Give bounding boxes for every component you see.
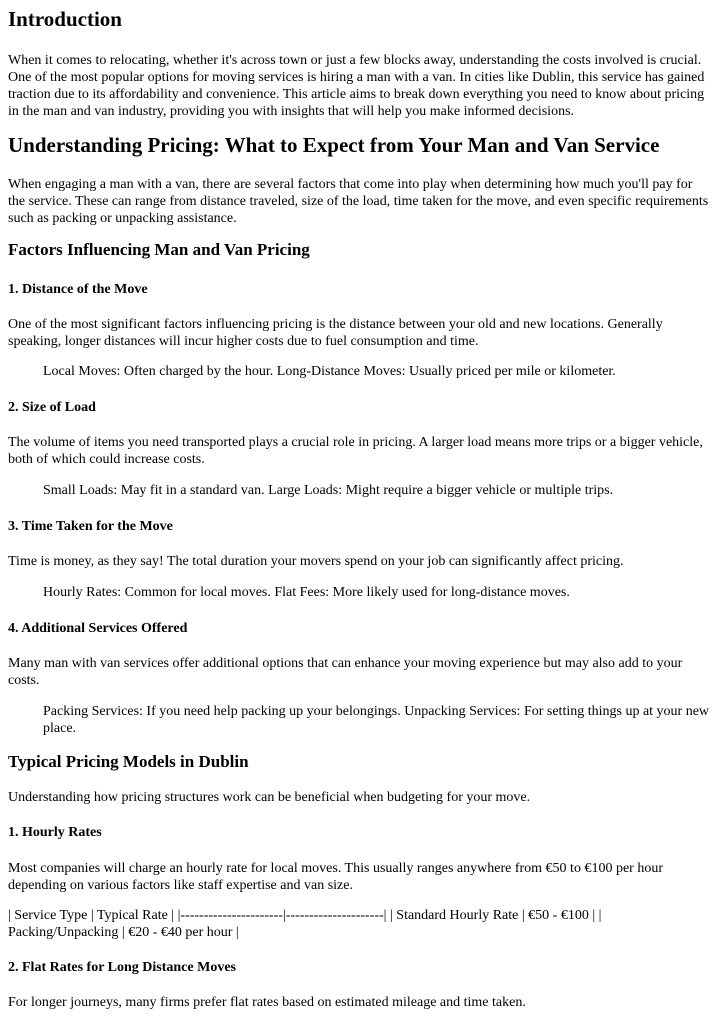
intro-paragraph: When it comes to relocating, whether it's across town or just a few blocks away, understanding the costs involved is crucial. One of the most popular options for moving services is hiring a man with a van. In cities like Dublin, this service has gained traction due to its affordability and convenience. This article aims to break down everything you need to know about pricing in the man and van industry, providing you with insights that will help you make informed decisions. [8, 53, 705, 119]
factor-1-title: 1. Distance of the Move [8, 282, 148, 297]
factor-4-title: 4. Additional Services Offered [8, 621, 188, 636]
factor-3-title: 3. Time Taken for the Move [8, 519, 173, 534]
factor-2-title: 2. Size of Load [8, 400, 96, 415]
hourly-raw-table: | Service Type | Typical Rate | |----------------------|---------------------| | Standard Hourly Rate | €50 - €100 | | Packing/Unpacking | €20 - €40 per hour | [8, 908, 602, 940]
factors-heading: Factors Influencing Man and Van Pricing [8, 240, 310, 259]
hourly-title: 1. Hourly Rates [8, 825, 102, 840]
factor-3-paragraph: Time is money, as they say! The total duration your movers spend on your job can significantly affect pricing. [8, 554, 624, 569]
models-heading: Typical Pricing Models in Dublin [8, 752, 249, 771]
pricing-heading: Understanding Pricing: What to Expect from Your Man and Van Service [8, 133, 660, 157]
flat-paragraph: For longer journeys, many firms prefer flat rates based on estimated mileage and time taken. [8, 995, 526, 1010]
factor-2-detail: Small Loads: May fit in a standard van. Large Loads: Might require a bigger vehicle or multiple trips. [43, 483, 614, 498]
intro-heading: Introduction [8, 7, 122, 31]
factor-4-detail: Packing Services: If you need help packing up your belongings. Unpacking Services: For setting things up at your new place. [43, 704, 710, 736]
factor-4-paragraph: Many man with van services offer additional options that can enhance your moving experience but may also add to your costs. [8, 656, 683, 688]
factor-1-paragraph: One of the most significant factors influencing pricing is the distance between your old and new locations. Generally speaking, longer distances will incur higher costs due to fuel consumption and time. [8, 317, 663, 349]
pricing-paragraph: When engaging a man with a van, there are several factors that come into play when determining how much you'll pay for the service. These can range from distance traveled, size of the load, time taken for the move, and even specific requirements such as packing or unpacking assistance. [8, 177, 709, 226]
factor-3-detail: Hourly Rates: Common for local moves. Flat Fees: More likely used for long-distance moves. [43, 585, 570, 600]
models-paragraph: Understanding how pricing structures work can be beneficial when budgeting for your move. [8, 790, 531, 805]
factor-2-paragraph: The volume of items you need transported plays a crucial role in pricing. A larger load means more trips or a bigger vehicle, both of which could increase costs. [8, 435, 703, 467]
factor-1-detail: Local Moves: Often charged by the hour. Long-Distance Moves: Usually priced per mile or kilometer. [43, 364, 616, 379]
hourly-paragraph: Most companies will charge an hourly rate for local moves. This usually ranges anywhere from €50 to €100 per hour depending on various factors like staff expertise and van size. [8, 861, 663, 893]
flat-title: 2. Flat Rates for Long Distance Moves [8, 960, 236, 975]
